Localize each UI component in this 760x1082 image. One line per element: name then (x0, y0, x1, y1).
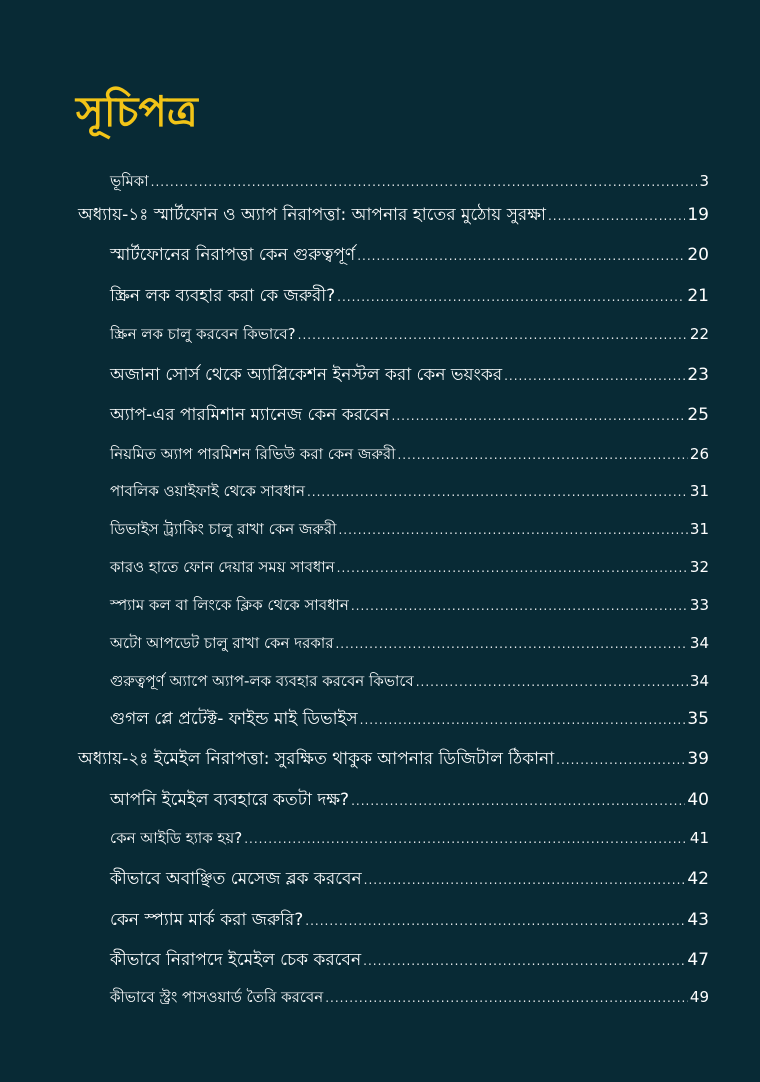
toc-entry[interactable] (110, 518, 709, 548)
toc-entry-label: কেন স্প্যাম মার্ক করা জরুরি? (110, 910, 304, 930)
toc-entry[interactable] (110, 670, 709, 700)
dot-leader (335, 637, 687, 651)
dot-leader (338, 523, 687, 537)
toc-entry[interactable] (110, 632, 709, 662)
toc-entry[interactable] (110, 402, 709, 432)
toc-page-number: 33 (689, 596, 709, 614)
toc-entry-label: কারও হাতে ফোন দেয়ার সময় সাবধান (110, 558, 335, 576)
dot-leader (556, 753, 685, 767)
dot-leader (305, 914, 685, 928)
toc-entry-label: কেন আইডি হ্যাক হয়? (110, 829, 243, 847)
toc-page-number: 41 (689, 829, 709, 847)
dot-leader (363, 954, 685, 968)
toc-entry-chapter-2[interactable] (78, 746, 709, 776)
dot-leader (364, 873, 686, 887)
toc-page-number: 35 (687, 709, 709, 729)
toc-entry[interactable] (110, 947, 709, 977)
toc-page-number: 43 (687, 910, 709, 930)
toc-entry-label: ভূমিকা (110, 172, 149, 190)
toc-entry-label: ডিভাইস ট্র্যাকিং চালু রাখা কেন জরুরী (110, 520, 337, 538)
toc-page-number: 34 (689, 672, 709, 690)
toc-page-number: 20 (687, 245, 709, 265)
toc-entry-label: স্ক্রিন লক ব্যবহার করা কে জরুরী? (110, 286, 336, 306)
toc-entry-label: স্মার্টফোনের নিরাপত্তা কেন গুরুত্বপূর্ণ (110, 245, 356, 265)
toc-page-number: 34 (689, 634, 709, 652)
toc-page-number: 25 (687, 405, 709, 425)
toc-entry[interactable] (110, 323, 709, 353)
toc-entry[interactable] (110, 443, 709, 473)
toc-entry[interactable] (110, 866, 709, 896)
toc-entry-label: পাবলিক ওয়াইফাই থেকে সাবধান (110, 482, 305, 500)
toc-page-number: 26 (689, 445, 709, 463)
toc-entry[interactable] (110, 706, 709, 736)
toc-entry-label: কীভাবে নিরাপদে ইমেইল চেক করবেন (110, 950, 362, 970)
dot-leader (351, 599, 688, 613)
toc-page-number: 42 (687, 869, 709, 889)
dot-leader (337, 561, 688, 575)
toc-entry[interactable] (110, 594, 709, 624)
dot-leader (337, 290, 685, 304)
toc-page-number: 31 (689, 520, 709, 538)
toc-page-number: 49 (689, 988, 709, 1006)
toc-entry-label: গুরুত্বপূর্ণ অ্যাপে অ্যাপ-লক ব্যবহার করবেন কিভাবে (110, 672, 414, 690)
toc-entry-label: অ্যাপ-এর পারমিশান ম্যানেজ কেন করবেন (110, 405, 390, 425)
toc-entry-chapter-1[interactable] (78, 202, 709, 232)
dot-leader (298, 328, 688, 342)
toc-page-number: 21 (687, 286, 709, 306)
toc-entry-label: আপনি ইমেইল ব্যবহারে কতটা দক্ষ? (110, 790, 350, 810)
toc-entry-label: স্ক্রিন লক চালু করবেন কিভাবে? (110, 325, 296, 343)
toc-entry[interactable] (110, 556, 709, 586)
toc-page-number: 19 (687, 205, 709, 225)
toc-entry-label: কীভাবে স্ট্রং পাসওয়ার্ড তৈরি করবেন (110, 988, 324, 1006)
toc-entry-label: অটো আপডেট চালু রাখা কেন দরকার (110, 634, 334, 652)
toc-page-number: 47 (687, 950, 709, 970)
dot-leader (397, 448, 687, 462)
dot-leader (351, 794, 685, 808)
dot-leader (392, 409, 686, 423)
toc-entry[interactable] (110, 986, 709, 1016)
toc-page-number: 39 (687, 749, 709, 769)
toc-page-number: 23 (687, 365, 709, 385)
dot-leader (244, 832, 688, 846)
dot-leader (360, 713, 686, 727)
dot-leader (416, 675, 688, 689)
toc-entry[interactable] (110, 827, 709, 857)
dot-leader (357, 249, 685, 263)
toc-entry[interactable] (110, 907, 709, 937)
toc-entry[interactable] (110, 480, 709, 510)
toc-page-number: 40 (687, 790, 709, 810)
toc-entry[interactable] (110, 787, 709, 817)
toc-page-number: 3 (699, 172, 709, 190)
toc-entry[interactable] (110, 283, 709, 313)
toc-entry-label: নিয়মিত অ্যাপ পারমিশন রিভিউ করা কেন জরুরী (110, 445, 396, 463)
toc-entry-label: কীভাবে অবাঞ্ছিত মেসেজ ব্লক করবেন (110, 869, 362, 889)
toc-entry-label: অধ্যায়-২ঃ ইমেইল নিরাপত্তা: সুরক্ষিত থাকুক আপনার ডিজিটাল ঠিকানা (78, 749, 555, 769)
dot-leader (307, 485, 688, 499)
dot-leader (151, 175, 698, 189)
toc-entry-intro[interactable] (110, 170, 709, 200)
toc-entry[interactable] (110, 242, 709, 272)
dot-leader (548, 209, 685, 223)
page-title: সূচিপত্র (76, 87, 198, 136)
toc-page-number: 22 (689, 325, 709, 343)
toc-page-number: 31 (689, 482, 709, 500)
toc-entry-label: অধ্যায়-১ঃ স্মার্টফোন ও অ্যাপ নিরাপত্তা: আপনার হাতের মুঠোয় সুরক্ষা (78, 205, 546, 225)
toc-entry-label: স্প্যাম কল বা লিংকে ক্লিক থেকে সাবধান (110, 596, 349, 614)
toc-page-number: 32 (689, 558, 709, 576)
toc-entry-label: গুগল প্লে প্রটেক্ট- ফাইন্ড মাই ডিভাইস (110, 709, 358, 729)
toc-entry-label: অজানা সোর্স থেকে অ্যাপ্লিকেশন ইনস্টল করা কেন ভয়ংকর (110, 365, 503, 385)
dot-leader (504, 369, 685, 383)
toc-entry[interactable] (110, 362, 709, 392)
dot-leader (325, 991, 688, 1005)
